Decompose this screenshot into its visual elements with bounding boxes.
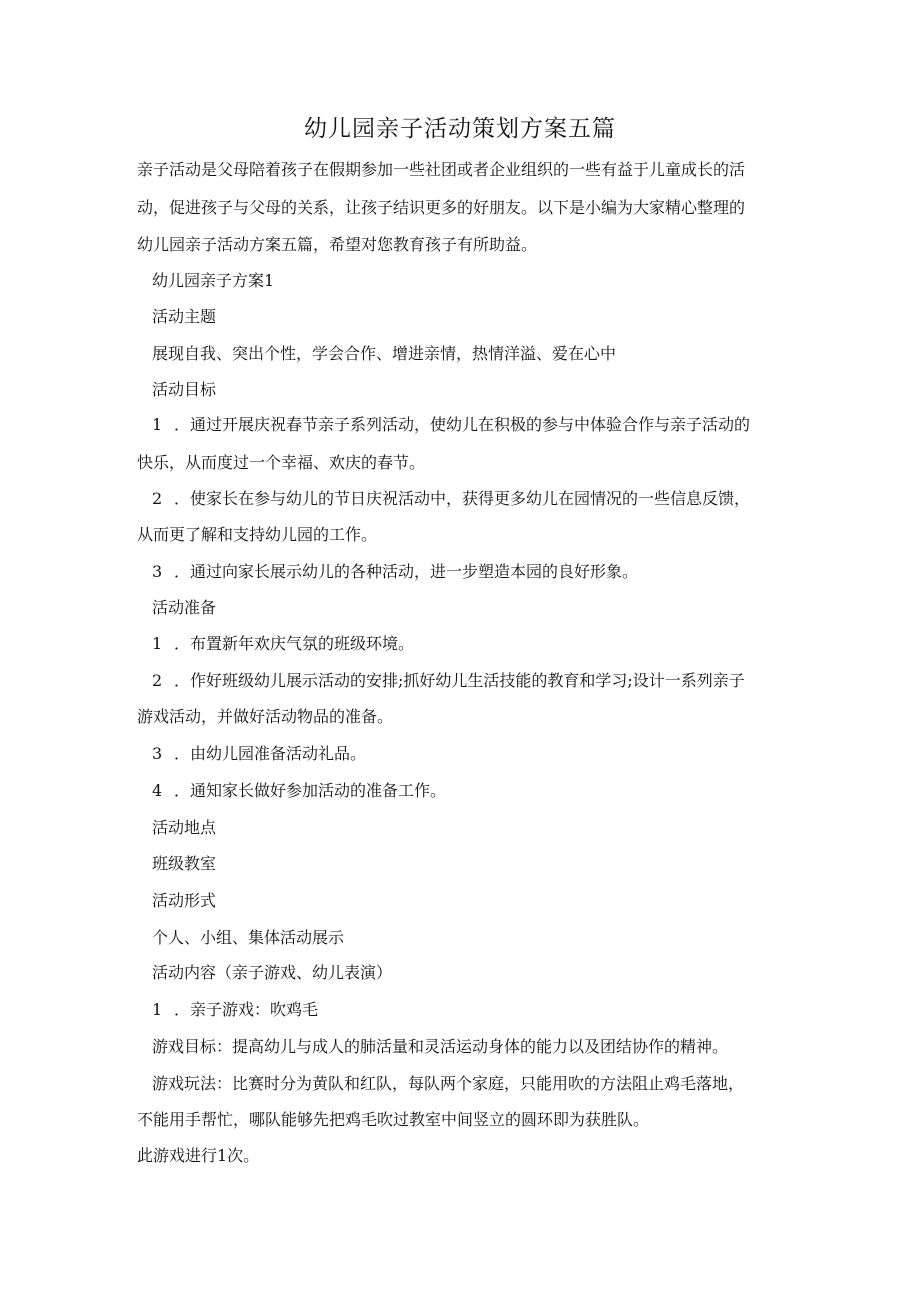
game-title-text: ．亲子游戏：吹鸡毛 xyxy=(174,1000,319,1019)
plan-heading: 幼儿园亲子方案1 xyxy=(152,271,275,290)
game-number: 1 xyxy=(152,1000,163,1019)
game-title xyxy=(152,999,318,1021)
intro-line-2: 动，促进孩子与父母的关系，让孩子结识更多的好朋友。以下是小编为大家精心整理的 xyxy=(137,198,746,217)
document-title: 幼儿园亲子活动策划方案五篇 xyxy=(304,116,616,142)
prep-text: ．作好班级幼儿展示活动的安排;抓好幼儿生活技能的教育和学习;设计一系列亲子 xyxy=(174,671,745,690)
prep-item-2 xyxy=(152,670,745,692)
goal-text: ．通过开展庆祝春节亲子系列活动，使幼儿在积极的参与中体验合作与亲子活动的 xyxy=(174,415,751,434)
goal-item-3 xyxy=(152,561,638,583)
form-text: 个人、小组、集体活动展示 xyxy=(152,928,345,947)
intro-line-3: 幼儿园亲子活动方案五篇，希望对您教育孩子有所助益。 xyxy=(137,235,538,254)
intro-line-1: 亲子活动是父母陪着孩子在假期参加一些社团或者企业组织的一些有益于儿童成长的活 xyxy=(137,160,746,179)
prep-text: ．布置新年欢庆气氛的班级环境。 xyxy=(174,634,415,653)
form-heading: 活动形式 xyxy=(152,891,217,910)
prep-item-1 xyxy=(152,633,414,655)
game-repeat: 此游戏进行1次。 xyxy=(137,1146,260,1165)
goals-heading: 活动目标 xyxy=(152,380,217,399)
prep-number: 3 xyxy=(152,744,163,763)
goal-number: 3 xyxy=(152,562,163,581)
goal-item-1 xyxy=(152,414,750,436)
game-rules-line-2: 不能用手帮忙，哪队能够先把鸡毛吹过教室中间竖立的圆环即为获胜队。 xyxy=(137,1110,650,1129)
theme-text: 展现自我、突出个性，学会合作、增进亲情，热情洋溢、爱在心中 xyxy=(152,344,617,363)
location-text: 班级教室 xyxy=(152,854,217,873)
prep-number: 2 xyxy=(152,671,163,690)
prep-text: ．由幼儿园准备活动礼品。 xyxy=(174,744,367,763)
prep-number: 1 xyxy=(152,634,163,653)
goal-number: 1 xyxy=(152,415,163,434)
theme-heading: 活动主题 xyxy=(152,307,217,326)
location-heading: 活动地点 xyxy=(152,818,217,837)
prep-item-3 xyxy=(152,743,366,765)
goal-item-1-cont: 快乐，从而度过一个幸福、欢庆的春节。 xyxy=(137,453,426,472)
goal-item-2-cont: 从而更了解和支持幼儿园的工作。 xyxy=(137,525,378,544)
goal-item-2 xyxy=(152,488,750,510)
game-rules-line-1: 游戏玩法：比赛时分为黄队和红队，每队两个家庭，只能用吹的方法阻止鸡毛落地， xyxy=(152,1074,745,1093)
prep-heading: 活动准备 xyxy=(152,598,217,617)
goal-text: ．使家长在参与幼儿的节日庆祝活动中，获得更多幼儿在园情况的一些信息反馈， xyxy=(174,489,751,508)
content-heading: 活动内容（亲子游戏、幼儿表演） xyxy=(152,963,393,982)
prep-item-4 xyxy=(152,780,446,802)
game-goal: 游戏目标：提高幼儿与成人的肺活量和灵活运动身体的能力以及团结协作的精神。 xyxy=(152,1037,729,1056)
goal-number: 2 xyxy=(152,489,163,508)
goal-text: ．通过向家长展示幼儿的各种活动，进一步塑造本园的良好形象。 xyxy=(174,562,639,581)
prep-item-2-cont: 游戏活动，并做好活动物品的准备。 xyxy=(137,707,394,726)
prep-number: 4 xyxy=(152,781,163,800)
prep-text: ．通知家长做好参加活动的准备工作。 xyxy=(174,781,447,800)
